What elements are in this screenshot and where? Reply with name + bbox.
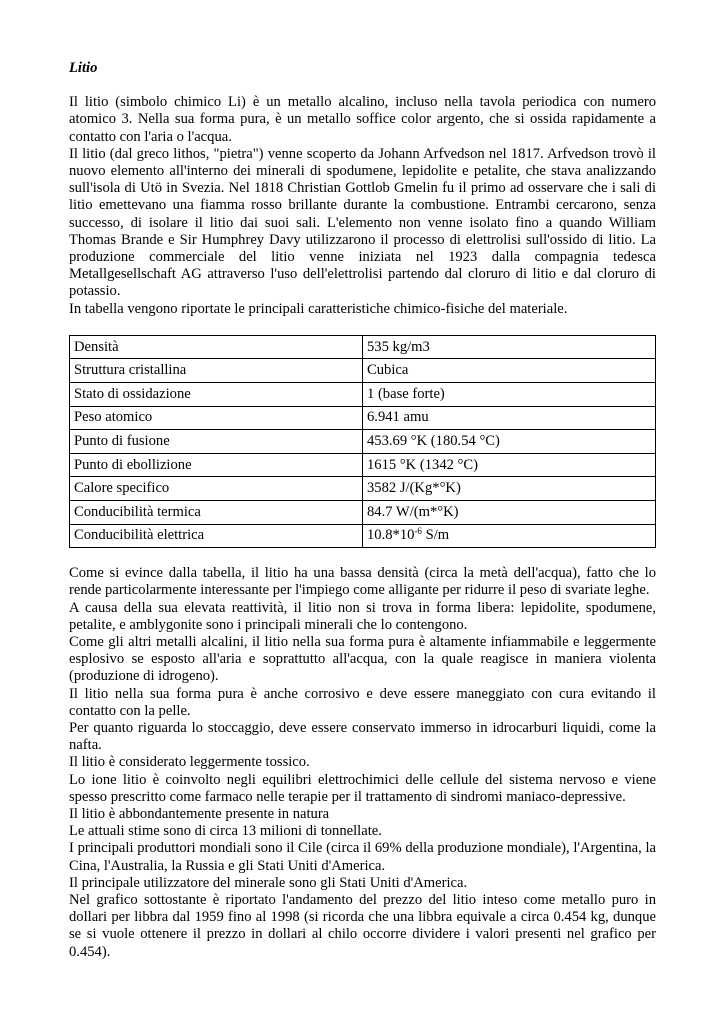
property-value: 1 (base forte) [363, 383, 656, 407]
property-value: 6.941 amu [363, 406, 656, 430]
table-row [70, 406, 656, 430]
value-base: 10.8*10 [367, 527, 415, 544]
properties-table [69, 335, 656, 548]
property-name: Stato di ossidazione [70, 383, 363, 407]
value-exponent: -6 [414, 526, 422, 537]
body-paragraph: A causa della sua elevata reattività, il litio non si trova in forma libera: lepidolite, spodumene, petalite, e amblygonite sono i principali minerali che lo contengono. [69, 599, 656, 633]
intro-paragraph: Il litio (simbolo chimico Li) è un metallo alcalino, incluso nella tavola periodica con numero atomico 3. Nella sua forma pura, è un metallo soffice color argento, che si ossida rapidamente a contatto con l'aria o l'acqua. [69, 94, 656, 145]
body-paragraph: Nel grafico sottostante è riportato l'andamento del prezzo del litio inteso come metallo puro in dollari per libbra dal 1959 fino al 1998 (si ricorda che una libbra equivale a circa 0.454 kg, dunque se si vuole ottenere il prezzo in dollari al chilo occorre dividere i valori presenti nel grafico per 0.454). [69, 892, 656, 960]
body-paragraph: Lo ione litio è coinvolto negli equilibri elettrochimici delle cellule del sistema nervoso e viene spesso prescritto come farmaco nelle terapie per il trattamento di sindromi maniaco-depressive. [69, 771, 656, 805]
property-value: 453.69 °K (180.54 °C) [363, 430, 656, 454]
body-paragraph: I principali produttori mondiali sono il Cile (circa il 69% della produzione mondiale), l'Argentina, la Cina, l'Australia, la Russia e gli Stati Uniti d'America. [69, 840, 656, 874]
property-name: Peso atomico [70, 406, 363, 430]
table-row [70, 524, 656, 548]
table-row [70, 477, 656, 501]
body-paragraph: Per quanto riguarda lo stoccaggio, deve essere conservato immerso in idrocarburi liquidi, come la nafta. [69, 720, 656, 754]
value-unit: S/m [421, 527, 450, 544]
document-title: Litio [69, 60, 98, 76]
property-name: Conducibilità elettrica [70, 524, 363, 548]
document-page [69, 60, 656, 961]
property-value: 84.7 W/(m*°K) [363, 501, 656, 525]
property-name: Punto di fusione [70, 430, 363, 454]
property-name: Densità [70, 335, 363, 359]
property-name: Calore specifico [70, 477, 363, 501]
body-paragraph: Il litio nella sua forma pura è anche corrosivo e deve essere maneggiato con cura evitando il contatto con la pelle. [69, 685, 656, 719]
table-row [70, 383, 656, 407]
table-row [70, 430, 656, 454]
body-paragraph: Il principale utilizzatore del minerale sono gli Stati Uniti d'America. [69, 874, 468, 891]
property-value: 535 kg/m3 [363, 335, 656, 359]
property-value [363, 524, 656, 548]
property-value: 3582 J/(Kg*°K) [363, 477, 656, 501]
table-row [70, 501, 656, 525]
body-paragraph: Il litio è considerato leggermente tossico. [69, 754, 310, 771]
property-name: Conducibilità termica [70, 501, 363, 525]
body-paragraph: Il litio è abbondantemente presente in natura [69, 806, 330, 823]
intro-paragraph: Il litio (dal greco lithos, "pietra") venne scoperto da Johann Arfvedson nel 1817. Arfvedson trovò il nuovo elemento all'interno dei minerali di spodumene, lepidolite e petalite, che stava analizzando sull'isola di Utö in Svezia. Nel 1818 Christian Gottlob Gmelin fu il primo ad osservare che i sali di litio emettevano una fiamma rosso brillante durante la combustione. Entrambi cercarono, senza successo, di isolare il litio dai suoi sali. L'elemento non venne isolato fino a quando William Thomas Brande e Sir Humphrey Davy utilizzarono il processo di elettrolisi sull'ossido di litio. La produzione commerciale del litio venne iniziata nel 1923 dalla compagnia tedesca Metallgesellschaft AG attraverso l'uso dell'elettrolisi partendo dal cloruro di litio e dal cloruro di potassio. [69, 145, 656, 300]
property-name: Punto di ebollizione [70, 453, 363, 477]
body-paragraph: Le attuali stime sono di circa 13 milioni di tonnellate. [69, 823, 382, 840]
body-paragraph: Come si evince dalla tabella, il litio ha una bassa densità (circa la metà dell'acqua), fatto che lo rende particolarmente interessante per l'impiego come alligante per ridurre il peso di svariate leghe. [69, 565, 656, 599]
body-paragraph: Come gli altri metalli alcalini, il litio nella sua forma pura è altamente infiammabile e leggermente esplosivo se esposto all'aria e soprattutto all'acqua, con la quale reagisce in maniera violenta (produzione di idrogeno). [69, 634, 656, 685]
table-row [70, 335, 656, 359]
property-value: Cubica [363, 359, 656, 383]
property-name: Struttura cristallina [70, 359, 363, 383]
property-value: 1615 °K (1342 °C) [363, 453, 656, 477]
table-row [70, 359, 656, 383]
intro-paragraph: In tabella vengono riportate le principali caratteristiche chimico-fisiche del materiale. [69, 300, 568, 317]
table-row [70, 453, 656, 477]
